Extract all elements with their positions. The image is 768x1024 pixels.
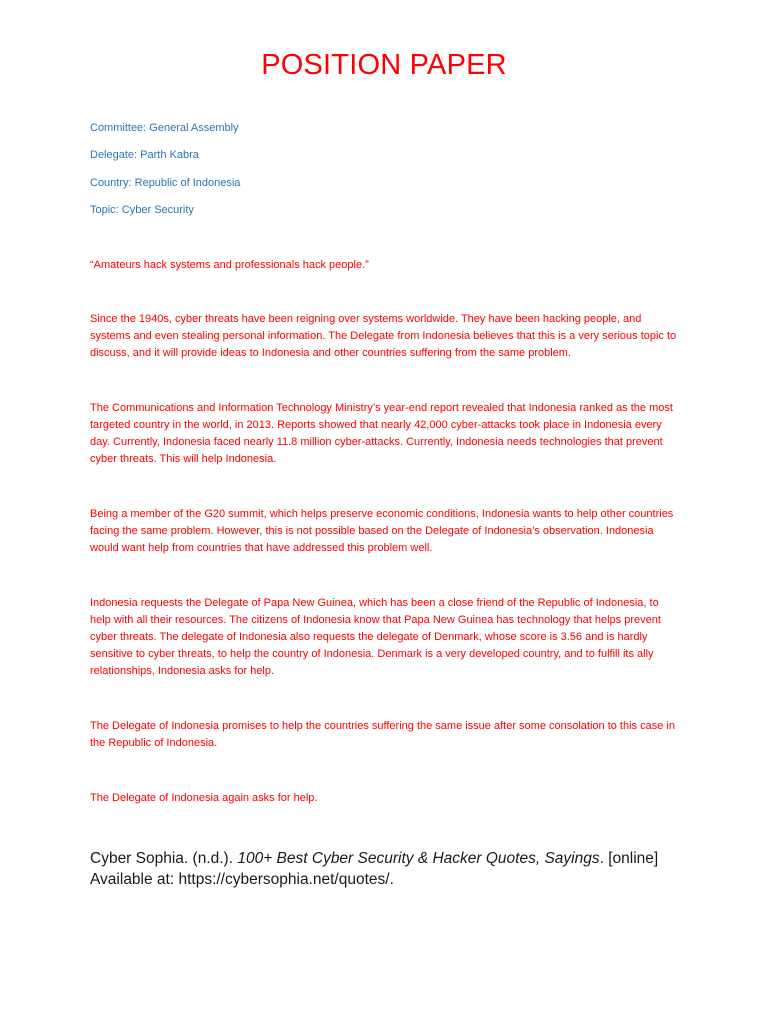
delegate-line: Delegate: Parth Kabra [90, 149, 199, 162]
paragraph-ministry-report: The Communications and Information Technology Ministry’s year-end report revealed that Indonesia ranked as the most targeted country in the world, in 2013. Reports showed that nearly 42,000 cyber-attacks took place in Indonesia every day. Currently, Indonesia faced nearly 11.8 million cyber-attacks. Currently, Indonesia needs technologies that prevent cyber threats. This will help Indonesia. [90, 402, 673, 465]
committee-line: Committee: General Assembly [90, 122, 239, 134]
paragraph-requests: Indonesia requests the Delegate of Papa New Guinea, which has been a close friend of the Republic of Indonesia, to help with all their resources. The citizens of Indonesia know that Papa New Guinea has technology that helps prevent cyber threats. The delegate of Indonesia also requests the delegate of Denmark, whose score is 3.56 and is hardly sensitive to cyber threats, to help the country of Indonesia. Denmark is a very developed country, and to fulfill its ally relationships, Indonesia asks for help. [90, 597, 661, 677]
opening-quote: “Amateurs hack systems and professionals hack people.” [90, 259, 369, 271]
citation [90, 848, 690, 890]
paper-meta [90, 120, 690, 229]
paragraph-g20: Being a member of the G20 summit, which helps preserve economic conditions, Indonesia wants to help other countries facing the same problem. However, this is not possible based on the Delegate of Indonesia’s observation. Indonesia would want help from countries that have addressed this problem well. [90, 508, 674, 554]
country-line: Country: Republic of Indonesia [90, 176, 241, 189]
paragraph-closing: The Delegate of Indonesia again asks for help. [90, 792, 318, 804]
paragraph-introduction: Since the 1940s, cyber threats have been reigning over systems worldwide. They have been hacking people, and systems and even stealing personal information. The Delegate from Indonesia believes that this is a very serious topic to discuss, and it will provide ideas to Indonesia and other countries suffering from the same problem. [90, 313, 677, 359]
topic-line: Topic: Cyber Security [90, 203, 194, 216]
citation-author: Cyber Sophia. (n.d.). [90, 850, 238, 867]
page-title: POSITION PAPER [261, 49, 507, 81]
citation-work-title: 100+ Best Cyber Security & Hacker Quotes, Sayings [237, 850, 600, 867]
paragraph-promise: The Delegate of Indonesia promises to help the countries suffering the same issue after some consolation to this case in the Republic of Indonesia. [90, 720, 675, 749]
citation-rest: . [online] Available at: https://cybersophia.net/quotes/. [90, 850, 659, 888]
